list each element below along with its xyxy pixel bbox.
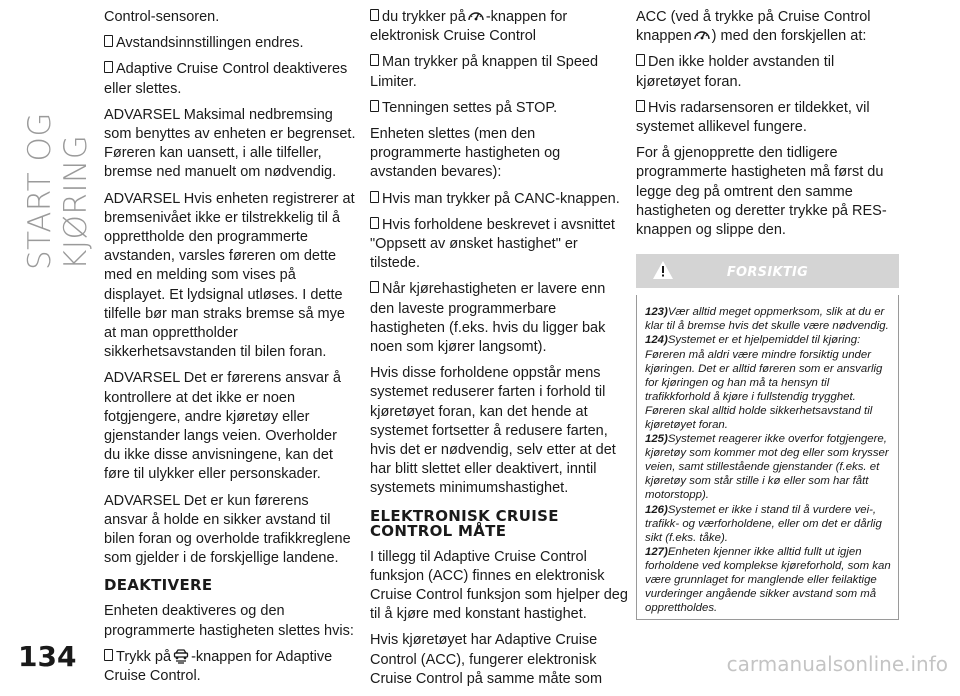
list-item: Hvis man trykker på CANC-knappen. (370, 190, 628, 209)
paragraph: Hvis kjøretøyet har Adaptive Cruise Control (ACC), fungerer elektronisk Cruise Control på samme måte som (370, 632, 603, 687)
checkbox-bullet-icon (370, 191, 379, 203)
list-item: Avstandsinnstillingen endres. (104, 34, 356, 53)
adaptive-cruise-control-icon (171, 648, 191, 664)
list-item: Trykk på -knappen for Adaptive Cruise Control. (104, 648, 333, 685)
caution-item: 124)Systemet er et hjelpemiddel til kjøring: Føreren må aldri være mindre forsiktig under kjøringen. Det er alltid føreren som er ansvarlig for kjøringen og han må ta hensyn til trafikkforhold å kjøre i fullstendig trygghet. Føreren skal alltid holde sikkerhetsavstand til kjøretøyet foran. (645, 334, 883, 431)
column-2 (370, 8, 628, 696)
checkbox-bullet-icon (104, 35, 113, 47)
warning-paragraph: ADVARSEL Hvis enheten registrerer at bremsenivået ikke er tilstrekkelig til å opprettholde den programmerte avstanden, varsles føreren om dette med en melding som vises på displayet. Et lydsignal utløses. I dette tilfelle bør man straks bremse så mye at man opprettholder sikkerhetsavstanden til bilen foran. (104, 190, 355, 361)
caution-label: FORSIKTIG (726, 265, 809, 281)
checkbox-bullet-icon (370, 281, 379, 293)
checkbox-bullet-icon (370, 100, 379, 112)
caution-item: 123)Vær alltid meget oppmerksom, slik at du er klar til å bremse hvis det skulle være nødvendig. (645, 306, 889, 333)
checkbox-bullet-icon (104, 61, 113, 73)
list-item: Hvis forholdene beskrevet i avsnittet "Oppsett av ønsket hastighet" er tilstede. (370, 216, 615, 272)
list-item: Den ikke holder avstanden til kjøretøyet foran. (636, 54, 835, 90)
caution-item: 126)Systemet er ikke i stand til å vurdere vei-, trafikk- og værforholdene, eller om det er dårlig sikt (f.eks. tåke). (645, 503, 882, 544)
checkbox-bullet-icon (370, 217, 379, 229)
section-heading: DEAKTIVERE (104, 576, 213, 595)
paragraph: For å gjenopprette den tidligere programmerte hastigheten må først du legge deg på omtrent den samme hastigheten og deretter trykke på RES-knappen og slippe den. (636, 145, 887, 239)
caution-item: 125)Systemet reagerer ikke overfor fotgjengere, kjøretøy som kommer mot deg eller som krysser veien, samt stillestående gjenstander (f.eks. et kjøretøy som står stille i kø eller som har fått motorstopp). (645, 433, 889, 502)
checkbox-bullet-icon (636, 100, 645, 112)
watermark: carmanualsonline.info (726, 652, 948, 676)
list-item: Man trykker på knappen til Speed Limiter. (370, 54, 599, 90)
column-3 (636, 8, 899, 620)
checkbox-bullet-icon (370, 9, 379, 21)
paragraph: Control-sensoren. (104, 9, 220, 25)
caution-item: 127)Enheten kjenner ikke alltid fullt ut igjen forholdene ved komplekse kjøreforhold, som kan være grunnlaget for manglende eller feilaktige vurderinger angående sikker avstand som må opprettholdes. (645, 545, 891, 615)
section-title: START OG KJØRING (22, 112, 94, 270)
paragraph: Enheten deaktiveres og den programmerte hastigheten slettes hvis: (104, 603, 354, 639)
checkbox-bullet-icon (370, 54, 379, 66)
section-heading: ELEKTRONISK CRUISE CONTROL MÅTE (370, 506, 559, 540)
list-item: Når kjørehastigheten er lavere enn den laveste programmerbare hastigheten (f.eks. hvis du ligger bak noen som kjører langsomt). (370, 281, 606, 356)
page-number: 134 (18, 640, 77, 673)
paragraph: Hvis disse forholdene oppstår mens systemet reduserer farten i forhold til kjøretøyet foran, kan det hende at systemet fortsetter å redusere farten, hvis det er nødvendig, selv etter at det har blitt slettet eller deaktivert, inntil systemets minimumshastighet. (370, 365, 616, 497)
paragraph: I tillegg til Adaptive Cruise Control funksjon (ACC) finnes en elektronisk Cruise Control funksjon som hjelper deg til å kjøre med konstant hastighet. (370, 548, 628, 623)
caution-box (636, 295, 899, 620)
checkbox-bullet-icon (636, 54, 645, 66)
list-item: Hvis radarsensoren er tildekket, vil systemet allikevel fungere. (636, 99, 870, 136)
warning-paragraph: ADVARSEL Det er kun førerens ansvar å holde en sikker avstand til bilen foran og overholde trafikkreglene som gjelder i de forskjellige landene. (104, 492, 351, 567)
checkbox-bullet-icon (104, 649, 113, 661)
warning-paragraph: ADVARSEL Maksimal nedbremsing som benyttes av enheten er begrenset. Føreren kan uansett, i alle tilfeller, bremse ned manuelt om nødvendig. (104, 106, 356, 181)
cruise-control-speedometer-icon (466, 8, 486, 24)
list-item: Adaptive Cruise Control deaktiveres eller slettes. (104, 61, 348, 97)
column-1 (104, 8, 356, 693)
cruise-control-speedometer-icon (692, 27, 712, 43)
paragraph: ACC (ved å trykke på Cruise Control knappen ) med den forskjellen at: (636, 9, 871, 45)
paragraph: Enheten slettes (men den programmerte hastigheten og avstanden bevares): (370, 126, 561, 181)
caution-header (636, 254, 899, 288)
warning-paragraph: ADVARSEL Det er førerens ansvar å kontrollere at det ikke er noen fotgjengere, andre kjøretøy eller gjenstander langs veien. Overholder du ikke disse anvisningene, kan det føre til ulykker eller personskader. (104, 370, 341, 483)
list-item: Tenningen settes på STOP. (370, 99, 628, 118)
list-item: du trykker på -knappen for elektronisk Cruise Control (370, 9, 568, 45)
